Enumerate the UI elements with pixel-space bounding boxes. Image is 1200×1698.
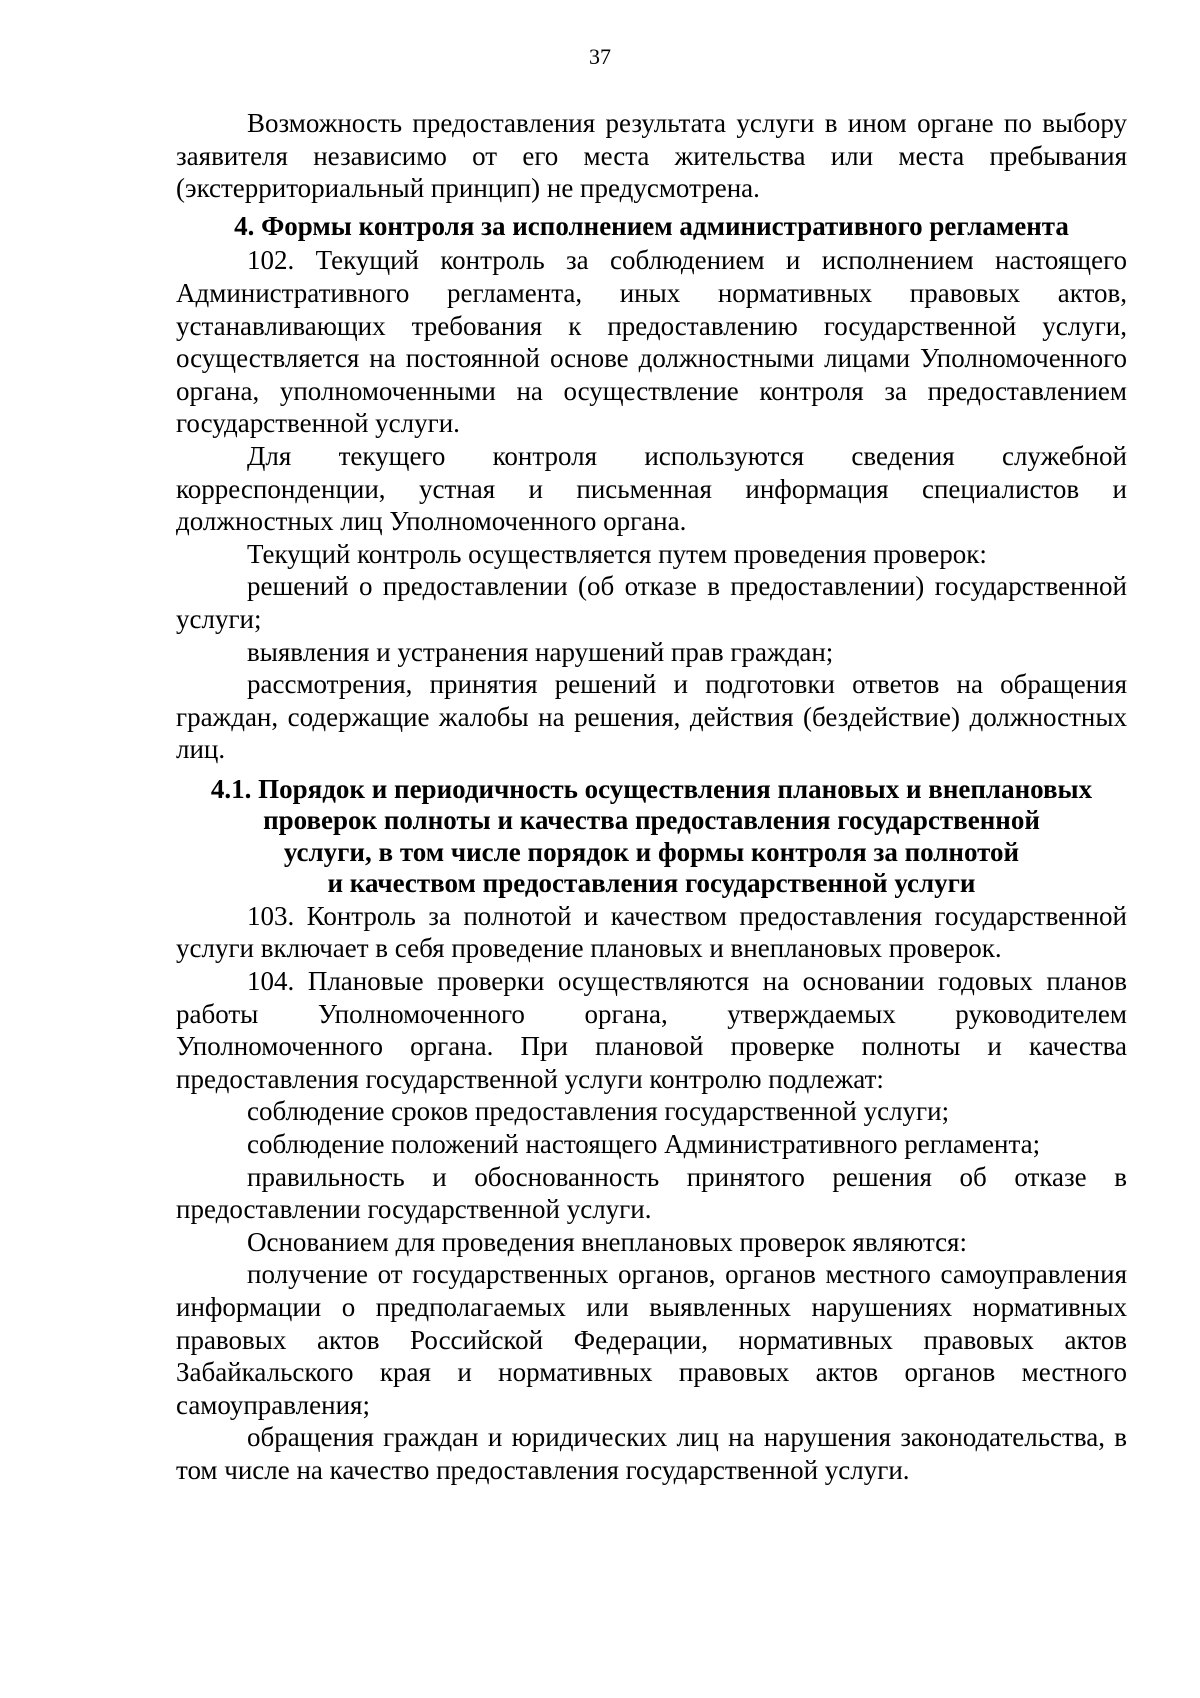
list-item-info-from-authorities: получение от государственных органов, органов местного самоуправления информации о предполагаемых или выявленных нарушениях нормативных правовых актов Российской Федерации, нормативных правовых актов Забайкальского края и нормативных правовых актов органов местного самоуправления; [176, 1259, 1127, 1420]
section-4-1-title-line: и качеством предоставления государственной услуги [327, 868, 976, 899]
page-number: 37 [589, 44, 611, 69]
paragraph-current-control-sources: Для текущего контроля используются сведения служебной корреспонденции, устная и письменная информация специалистов и должностных лиц Уполномоченного органа. [176, 440, 1127, 537]
section-4-1-title-line: услуги, в том числе порядок и формы контроля за полнотой [283, 836, 1020, 867]
section-4-title: 4. Формы контроля за исполнением административного регламента [234, 210, 1069, 241]
section-4-1-title [176, 774, 1127, 900]
list-item-deadlines: соблюдение сроков предоставления государственной услуги; [247, 1096, 950, 1127]
paragraph-102: 102. Текущий контроль за соблюдением и исполнением настоящего Административного регламента, иных нормативных правовых актов, устанавливающих требования к предоставлению государственной услуги, осуществляется на постоянной основе должностными лицами Уполномоченного органа, уполномоченными на осуществление контроля за предоставлением государственной услуги. [176, 245, 1127, 439]
section-4-1-title-line: проверок полноты и качества предоставления государственной [263, 805, 1040, 836]
list-item-refusal-validity: правильность и обоснованность принятого решения об отказе в предоставлении государственной услуги. [176, 1161, 1127, 1225]
list-item-decisions: решений о предоставлении (об отказе в предоставлении) государственной услуги; [176, 571, 1127, 634]
paragraph-unscheduled-grounds: Основанием для проведения внеплановых проверок являются: [247, 1226, 967, 1257]
list-item-citizen-appeals: обращения граждан и юридических лиц на нарушения законодательства, в том числе на качество предоставления государственной услуги. [176, 1422, 1127, 1485]
document-body [176, 107, 1127, 1487]
list-item-regulation-compliance: соблюдение положений настоящего Административного регламента; [247, 1129, 1041, 1160]
list-item-violations: выявления и устранения нарушений прав граждан; [247, 636, 834, 667]
list-item-complaints: рассмотрения, принятия решений и подготовки ответов на обращения граждан, содержащие жалобы на решения, действия (бездействие) должностных лиц. [176, 669, 1127, 765]
paragraph-extraterritorial: Возможность предоставления результата услуги в ином органе по выбору заявителя независимо от его места жительства или места пребывания (экстерриториальный принцип) не предусмотрена. [176, 108, 1127, 204]
paragraph-104: 104. Плановые проверки осуществляются на основании годовых планов работы Уполномоченного органа, утверждаемых руководителем Уполномоченного органа. При плановой проверке полноты и качества предоставления государственной услуги контролю подлежат: [176, 966, 1127, 1094]
paragraph-current-control-checks: Текущий контроль осуществляется путем проведения проверок: [247, 538, 987, 569]
paragraph-103: 103. Контроль за полнотой и качеством предоставления государственной услуги включает в себя проведение плановых и внеплановых проверок. [176, 900, 1127, 964]
section-4-1-title-line: 4.1. Порядок и периодичность осуществления плановых и внеплановых [210, 773, 1093, 804]
